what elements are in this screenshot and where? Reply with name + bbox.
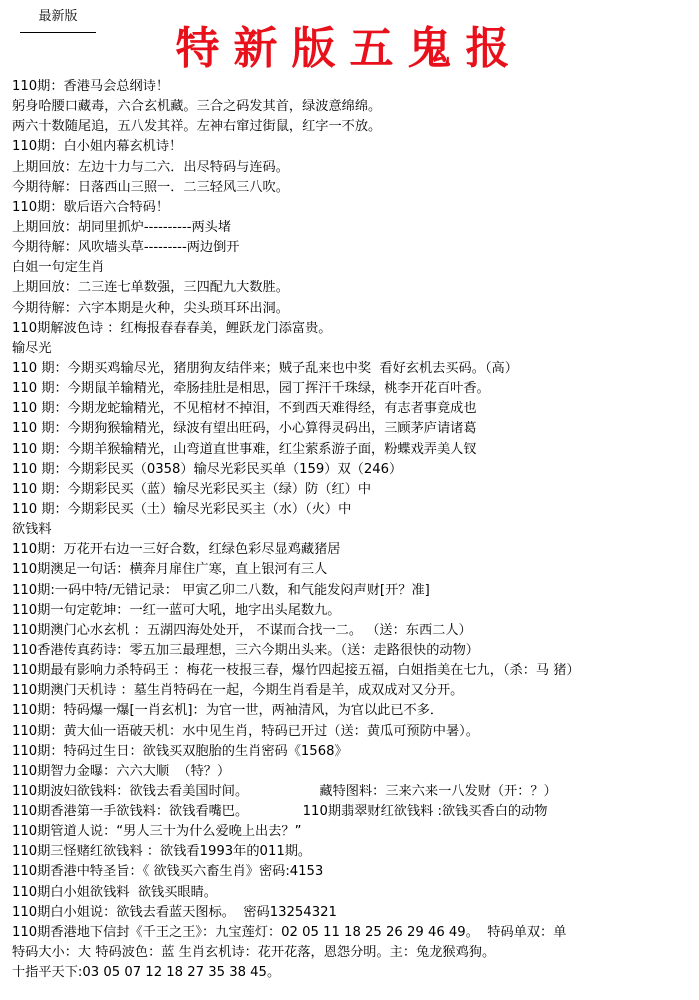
text-line (12, 802, 696, 822)
text-line-content: 白姐一句定生肖 (12, 260, 105, 276)
text-line-content: 110期：香港马会总纲诗！ (12, 79, 170, 94)
text-line (12, 97, 696, 117)
text-line-content: 上期回放：二三连七单数强，三四配九大数胜。 (12, 280, 289, 296)
text-line (12, 77, 696, 97)
text-line-content: 110期澳门天机诗 ：墓生肖特码在一起，今期生肖看是羊，成双成对又分开。 (12, 683, 464, 699)
text-line-content: 十指平天下:03 05 07 12 18 27 35 38 45。 (12, 965, 281, 981)
text-line-content: 躬身哈腰口藏毒，六合玄机藏。三合之码发其首，绿波意绵绵。 (12, 99, 382, 115)
text-line (12, 540, 696, 560)
text-line-content: 今期待解：日落西山三照一．二三轻风三八吹。 (12, 179, 289, 195)
text-line (12, 822, 696, 842)
text-line (12, 117, 696, 137)
text-line-content: 110期管道人说：“男人三十为什么爱晚上出去？” (12, 824, 302, 840)
text-line-content: 110期波妇欲钱料：欲钱去看美国时间。 藏特图料：三来六来一八发财（开：？） (12, 783, 557, 799)
text-line (12, 701, 696, 721)
text-line-content: 110 期：今期羊猴输精光，山弯道直世事难，红尘萦系游子面，粉蝶戏弄美人钗 (12, 441, 477, 457)
text-line (12, 963, 696, 983)
text-line-content: 110期：白小姐内幕玄机诗！ (12, 139, 183, 155)
text-line (12, 621, 696, 641)
text-line (12, 480, 696, 500)
text-line (12, 842, 696, 862)
text-line (12, 923, 696, 943)
text-line (12, 419, 696, 439)
text-line (12, 278, 696, 298)
text-line-content: 110 期：今期彩民买（0358）输尽光彩民买单（159）双（246） (12, 461, 403, 477)
text-line (12, 359, 696, 379)
text-line (12, 500, 696, 520)
text-line-content: 110期：黄大仙一语破天机：水中见生肖，特码已开过（送：黄瓜可预防中暑）。 (12, 723, 479, 739)
text-line (12, 238, 696, 258)
text-line (12, 158, 696, 178)
text-line-content: 输尽光 (12, 340, 52, 356)
text-line (12, 601, 696, 621)
text-line-content: 特码大小：大 特码波色：蓝 生肖玄机诗：花开花落，恩怨分明。主：兔龙猴鸡狗。 (12, 945, 496, 961)
text-line-content: 110 期：今期狗猴输精光，绿波有望出旺码，小心算得灵码出，三顾茅庐请诸葛 (12, 421, 477, 437)
text-line-content: 110期澳门心水玄机 ：五湖四海处处开， 不谋而合找一二。 （送：东西二人） (12, 622, 472, 638)
text-line-content: 110期香港地下信封《千王之王》：九宝莲灯：02 05 11 18 25 26 29 46 49。 特码单双：单 (12, 924, 567, 940)
text-line (12, 198, 696, 218)
text-line (12, 903, 696, 923)
text-line-content: 110 期：今期买鸡输尽光，猪朋狗友结伴来；贼子乱来也中奖 看好玄机去买码。（高） (12, 360, 518, 376)
text-line (12, 722, 696, 742)
text-line (12, 581, 696, 601)
edition-badge: 最新版 (20, 2, 96, 33)
text-line (12, 742, 696, 762)
text-line (12, 661, 696, 681)
text-line-content: 110香港传真药诗：零五加三最理想，三六今期出头来。（送：走路很快的动物） (12, 642, 479, 658)
text-line (12, 399, 696, 419)
text-line-content: 110期：歇后语六合特码！ (12, 199, 170, 215)
text-line-content: 上期回放：左边十力与二六．出尽特码与连码。 (12, 159, 289, 175)
text-line-content: 110 期：今期彩民买（蓝）输尽光彩民买主（绿）防（红）中 (12, 481, 372, 497)
text-line (12, 339, 696, 359)
text-line (12, 299, 696, 319)
text-line-content: 110期：特码爆一爆[一肖玄机]：为官一世，两袖清风，为官以此已不多． (12, 703, 444, 719)
text-line-content: 110期澳足一句话：横奔月扉住广寒，直上银河有三人 (12, 562, 328, 578)
text-line-content: 110期解波色诗 ：红梅报春春春美，鲤跃龙门添富贵。 (12, 320, 332, 336)
text-line (12, 862, 696, 882)
text-line-content: 110期三怪赌红欲钱料 ：欲钱看1993年的011期。 (12, 844, 312, 860)
text-line-content: 110期：特码过生日：欲钱买双胞胎的生肖密码《1568》 (12, 743, 348, 759)
text-line-content: 110期白小姐说：欲钱去看蓝天图标。 密码13254321 (12, 904, 337, 920)
text-line (12, 218, 696, 238)
text-line-content: 110期智力金曝：六六大顺 （特？） (12, 763, 231, 779)
document-body (12, 77, 696, 983)
text-line-content: 110期香港中特圣旨：《 欲钱买六畜生肖》密码:4153 (12, 864, 324, 880)
text-line-content: 两六十数随尾追，五八发其祥。左神右窜过街鼠，红字一不放。 (12, 119, 382, 135)
text-line-content: 上期回放：胡同里抓炉----------两头堵 (12, 219, 232, 235)
text-line-content: 110期:一码中特/无错记录： 甲寅乙卯二八数，和气能发闷声财[开？准] (12, 582, 430, 598)
text-line-content: 110期白小姐欲钱料 欲钱买眼睛。 (12, 884, 217, 900)
text-line (12, 137, 696, 157)
text-line-content: 110 期：今期鼠羊输精光，牵肠挂肚是相思，园丁挥汗千珠绿，桃李开花百叶香。 (12, 381, 490, 397)
text-line (12, 379, 696, 399)
text-line (12, 319, 696, 339)
text-line (12, 520, 696, 540)
text-line (12, 460, 696, 480)
text-line (12, 641, 696, 661)
page-title: 特新版五鬼报 (175, 23, 524, 74)
text-line (12, 782, 696, 802)
text-line (12, 883, 696, 903)
text-line-content: 110 期：今期彩民买（土）输尽光彩民买主（水）（火）中 (12, 501, 352, 517)
text-line (12, 560, 696, 580)
text-line-content: 110期：万花开右边一三好合数，红绿色彩尽显鸡藏猪居 (12, 542, 341, 558)
text-line (12, 943, 696, 963)
text-line (12, 440, 696, 460)
text-line-content: 110期香港第一手欲钱料：欲钱看嘴巴。 110期翡翠财红欲钱料 :欲钱买香白的动物 (12, 804, 548, 820)
text-line-content: 欲钱料 (12, 522, 52, 538)
text-line (12, 762, 696, 782)
text-line-content: 110 期：今期龙蛇输精光，不见棺材不掉泪，不到西天难得经，有志者事竟成也 (12, 401, 477, 417)
text-line (12, 258, 696, 278)
text-line-content: 今期待解：六字本期是火种，尖头琐耳环出洞。 (12, 300, 289, 316)
text-line-content: 今期待解：风吹墙头草---------两边倒开 (12, 240, 240, 256)
text-line-content: 110期最有影响力杀特码王 ：梅花一枝报三春，爆竹四起接五福，白姐指美在七九，（杀：马 猪） (12, 663, 580, 679)
text-line-content: 110期一句定乾坤：一红一蓝可大吼，地字出头尾数九。 (12, 602, 341, 618)
text-line (12, 178, 696, 198)
text-line (12, 681, 696, 701)
